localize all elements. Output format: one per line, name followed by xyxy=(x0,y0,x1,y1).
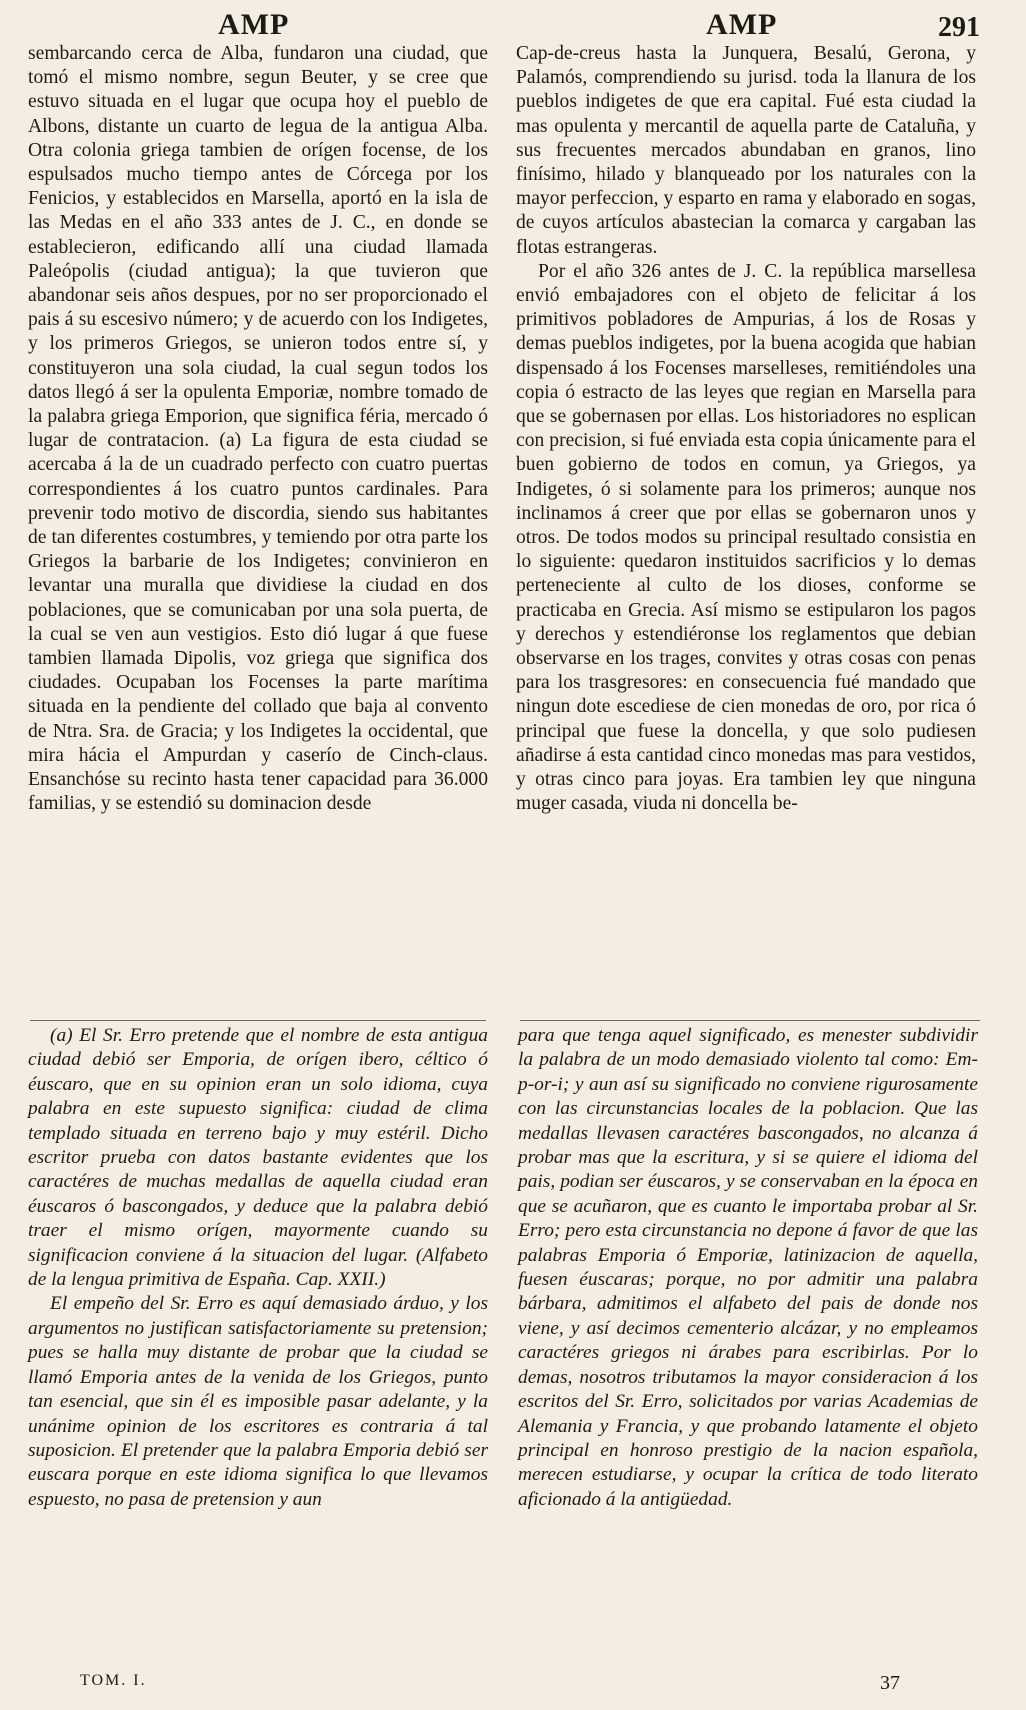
footnote-paragraph-3: para que tenga aquel significado, es menester subdividir la palabra de un modo demasiado violento tal como: Em-p-or-i; y aun así su significado no conviene rigurosamente con las circunstancias locales de la poblacion. Que las medallas llevasen caractéres bascongados, no alcanza á probar mas que la escritura, y si se quiere el idioma del pais, podian ser éuscaros, y se conservaban en la época en que se acuñaron, que es cuanto le importaba probar al Sr. Erro; pero esta circunstancia no depone á favor de que las palabras Emporia ó Emporiæ, latinizacion de aquella, fuesen éuscaras; porque, no por admitir una palabra bárbara, admitimos el alfabeto del pais de donde nos viene, y así decimos cementerio alcázar, y no empleamos caractéres griegos ni árabes para escribirlas. Por lo demas, nosotros tributamos la mayor consideracion á los escritos del Sr. Erro, solicitados por varias Academias de Alemania y Francia, y que probando latamente el objeto principal en honroso prestigio de la nacion española, merecen estudiarse, y ocupar la crítica de todo literato aficionado á la antigüedad. xyxy=(518,1025,978,1510)
footnote-right xyxy=(518,1024,978,1512)
right-text-column xyxy=(516,42,976,817)
volume-signature: TOM. I. xyxy=(80,1672,147,1689)
footnote-paragraph-1: (a) El Sr. Erro pretende que el nombre de esta antigua ciudad debió ser Emporia, de orígen ibero, céltico ó éuscaro, que en su opinion eran un solo idioma, cuya palabra en este supuesto significa: ciudad de clima templado situada en terreno bajo y muy estéril. Dicho escritor prueba con datos bastante evidentes que los caractéres de muchas medallas de aquella ciudad eran éuscaros ó bascongados, y deduce que la palabra debió traer el mismo orígen, mayormente cuando su significacion conviene á la situacion del lugar. (Alfabeto de la lengua primitiva de España. Cap. XXII.) xyxy=(28,1025,488,1291)
right-paragraph-2: Por el año 326 antes de J. C. la república marsellesa envió embajadores con el objeto de felicitar á los primitivos pobladores de Ampurias, á los de Rosas y demas pueblos indigetes, por la buena acogida que habian dispensado á los Focenses marselleses, remitiéndoles una copia ó estracto de las leyes que regian en Marsella para que se gobernasen por ellas. Los historiadores no esplican con precision, si fué enviada esta copia únicamente para el buen gobierno de todos en comun, ya Griegos, ya Indigetes, ó si solamente para los primeros; aunque nos inclinamos á creer que por ellas se gobernaron unos y otros. De todos modos su principal resultado consistia en lo siguiente: quedaron instituidos sacrificios y lo demas perteneciente al culto de los dioses, conforme se practicaba en Grecia. Así mismo se estipularon los pagos y derechos y estendiéronse los reglamentos que debian observarse en los trages, convites y otras cosas con penas para los trasgresores: en consecuencia fué mandado que ningun dote escediese de cien monedas de oro, por rica ó principal que fuese la doncella, y que solo pudiesen añadirse á esta cantidad cinco monedas mas para vestidos, y otras cinco para joyas. Era tambien ley que ninguna muger casada, viuda ni doncella be- xyxy=(516,260,976,815)
footnote-rule-right xyxy=(520,1020,980,1021)
page-number: 291 xyxy=(938,12,980,43)
footnote-rule-left xyxy=(30,1020,486,1021)
left-text-column xyxy=(28,42,488,817)
left-paragraph: sembarcando cerca de Alba, fundaron una ciudad, que tomó el mismo nombre, segun Beuter, y se cree que estuvo situada en el lugar que ocupa hoy el pueblo de Albons, distante un cuarto de legua de la antigua Alba. Otra colonia griega tambien de orígen focense, de los espulsados mucho tiempo antes de Córcega por los Fenicios, y establecidos en Marsella, aportó en la isla de las Medas en el año 333 antes de J. C., en donde se establecieron, edificando allí una ciudad llamada Paleópolis (ciudad antigua); la que tuvieron que abandonar seis años despues, por no ser proporcionado el pais á su escesivo número; y de acuerdo con los Indigetes, y los primeros Griegos, se unieron todos entre sí, y constituyeron una sola ciudad, la cual segun todos los datos llegó á ser la opulenta Emporiæ, nombre tomado de la palabra griega Emporion, que significa féria, mercado ó lugar de contratacion. (a) La figura de esta ciudad se acercaba á la de un cuadrado perfecto con cuatro puertas correspondientes á los cuatro puntos cardinales. Para prevenir todo motivo de discordia, siendo sus habitantes de tan diferentes costumbres, y temiendo por otra parte los Griegos la barbarie de los Indigetes; convinieron en levantar una muralla que dividiese la ciudad en dos poblaciones, que se comunicaban por una sola puerta, de la cual se ven aun vestigios. Esto dió lugar á que fuese tambien llamada Dipolis, voz griega que significa dos ciudades. Ocupaban los Focenses la parte marítima situada en la pendiente del collado que baja al convento de Ntra. Sra. de Gracia; y los Indigetes la occidental, que mira hácia el Ampurdan y caserío de Cinch-claus. Ensanchóse su recinto hasta tener capacidad para 36.000 familias, y se estendió su dominacion desde xyxy=(28,43,488,815)
right-paragraph-1: Cap-de-creus hasta la Junquera, Besalú, Gerona, y Palamós, comprendiendo su jurisd. toda la llanura de los pueblos indigetes de que era capital. Fué esta ciudad la mas opulenta y mercantil de aquella parte de Cataluña, y sus frecuentes mercados abundaban en granos, lino finísimo, hilado y blanqueado por los naturales con la mayor perfeccion, y esparto en rama y elaborado en sogas, de cuyos artículos abastecian la comarca y cargaban las flotas estrangeras. xyxy=(516,43,976,258)
sheet-number: 37 xyxy=(880,1672,900,1694)
running-head-left: AMP xyxy=(218,8,290,41)
footnote-left xyxy=(28,1024,488,1512)
running-head-right: AMP xyxy=(706,8,778,41)
footnote-paragraph-2: El empeño del Sr. Erro es aquí demasiado árduo, y los argumentos no justifican satisfactoriamente su pretension; pues se halla muy distante de probar que la ciudad se llamó Emporia antes de la venida de los Griegos, punto tan esencial, que sin él es imposible pasar adelante, y la unánime opinion de los escritores es contraria á tal suposicion. El pretender que la palabra Emporia debió ser euscara porque en este idioma significa lo que llevamos espuesto, no pasa de pretension y aun xyxy=(28,1293,488,1510)
